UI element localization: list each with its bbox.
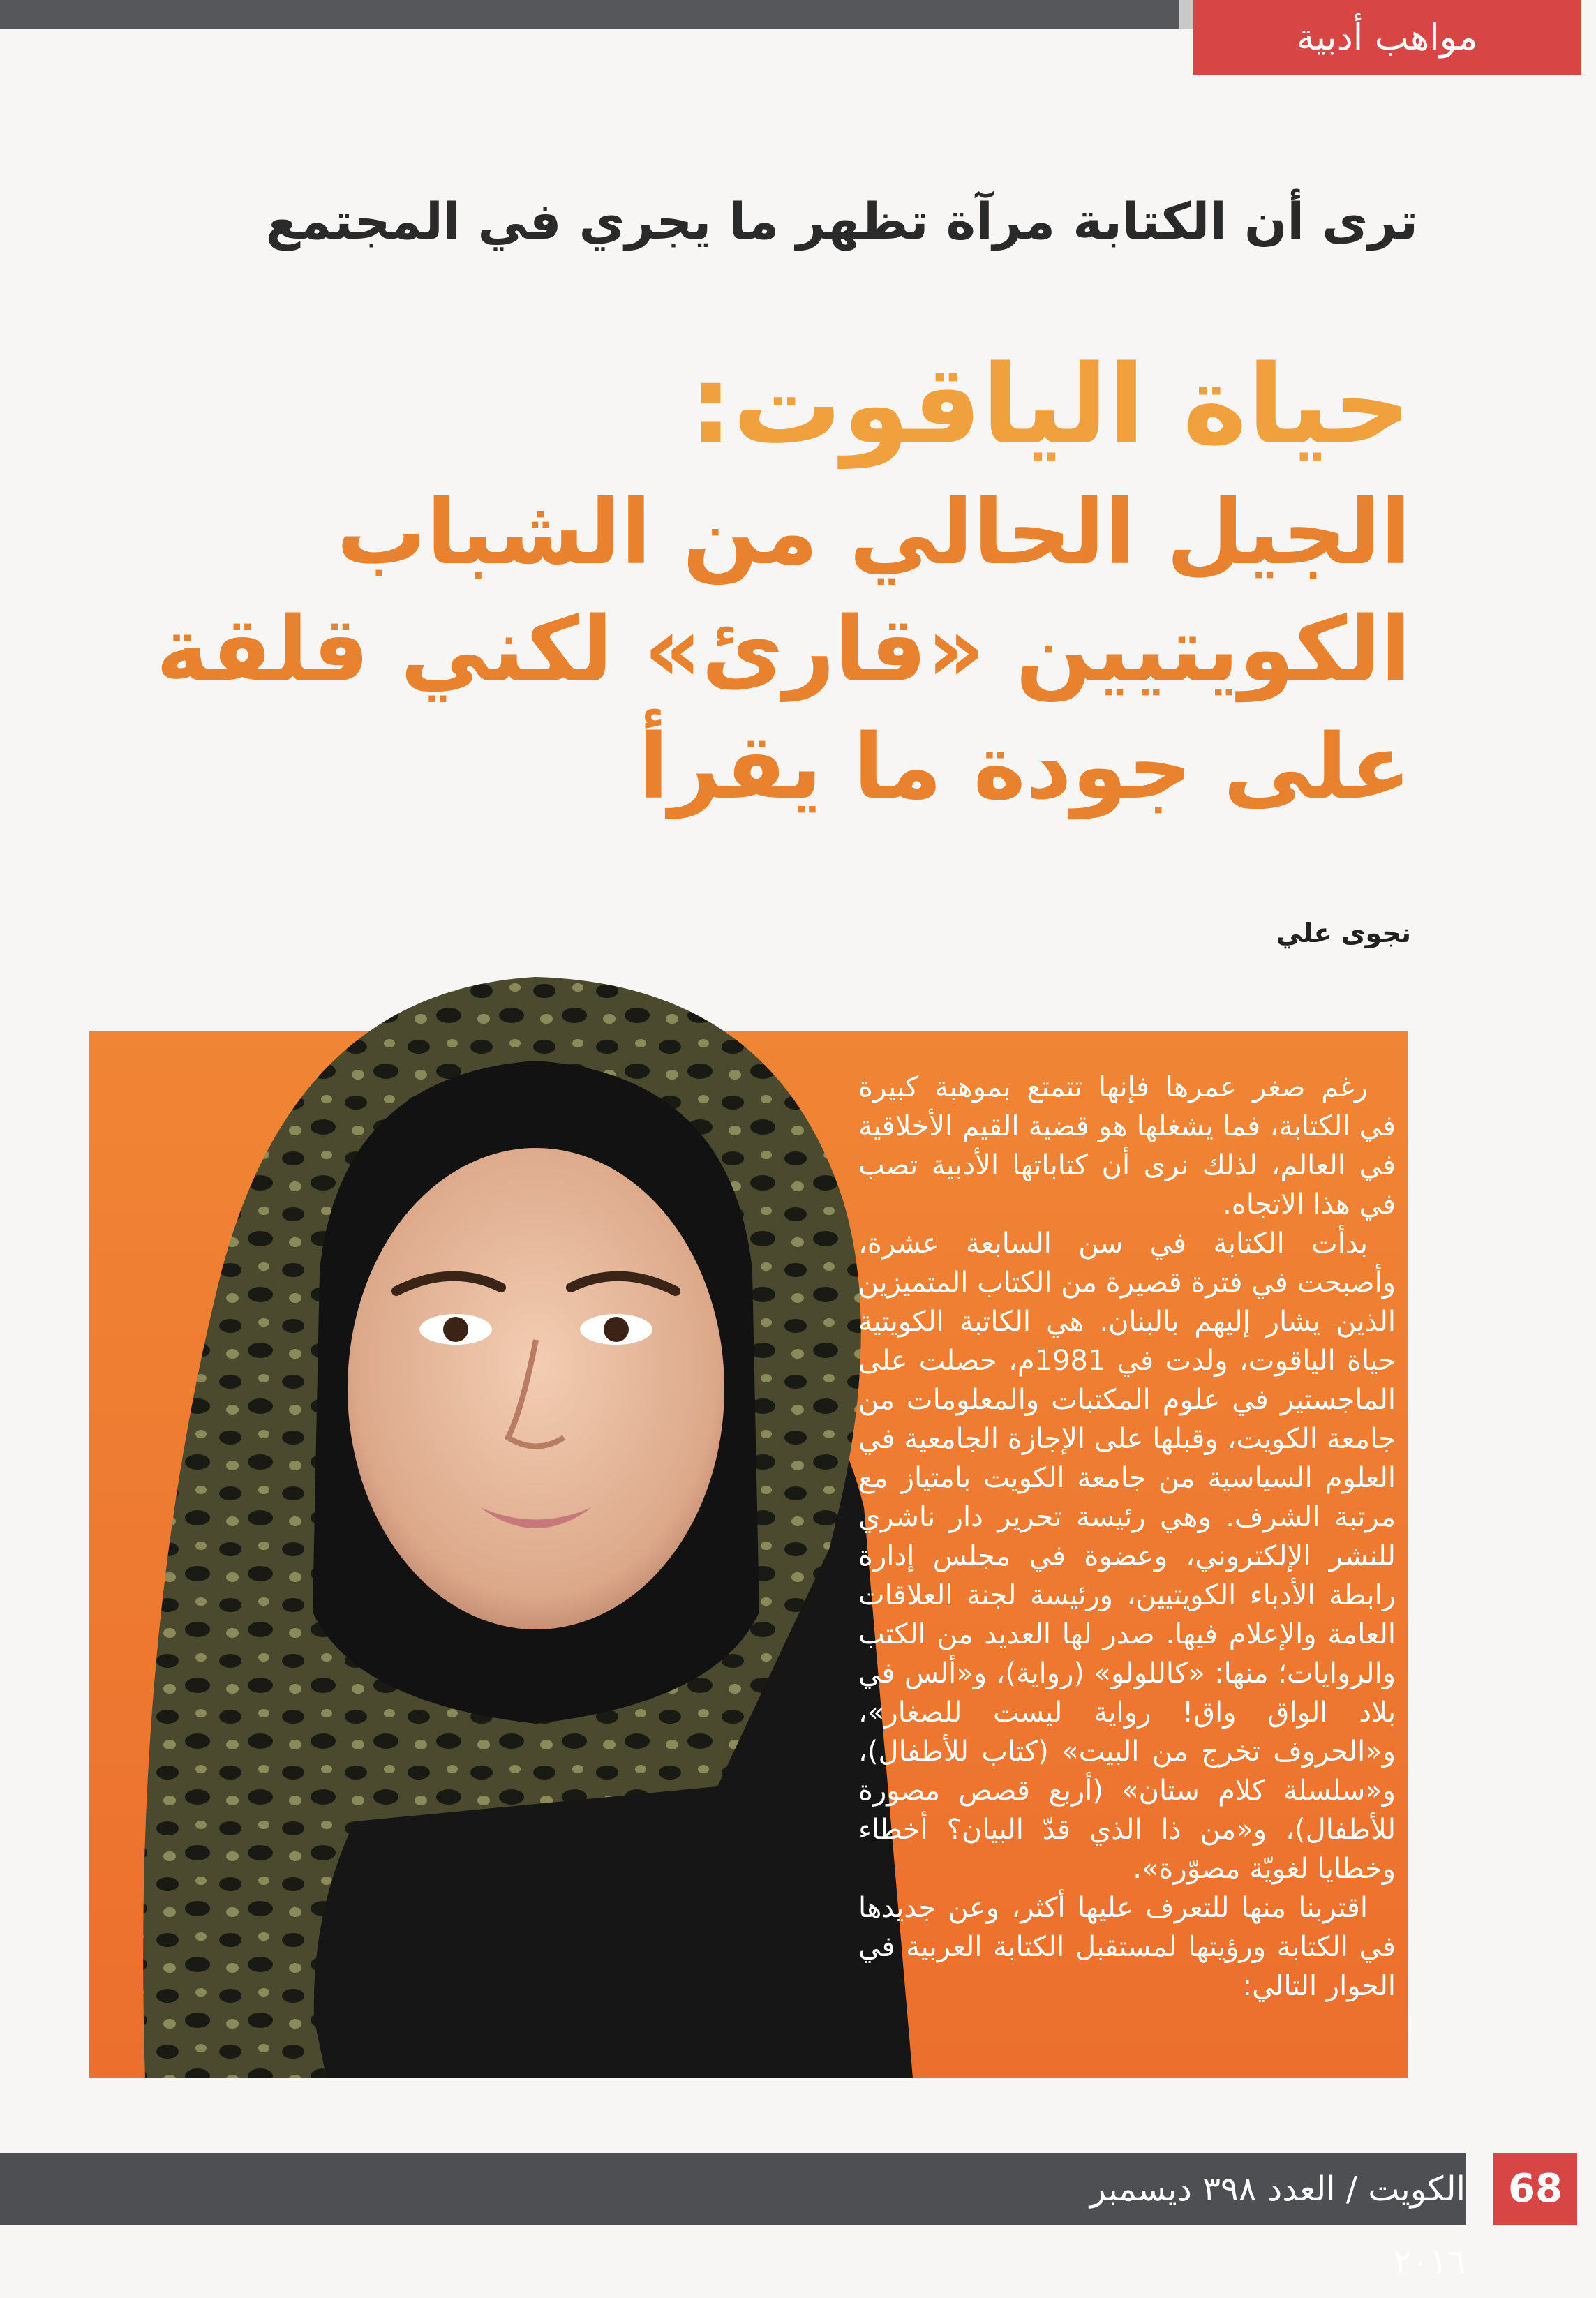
face <box>348 1148 724 1629</box>
page-number: 68 <box>1493 2153 1577 2225</box>
portrait-photo <box>89 809 955 2078</box>
headline-line-1: الجيل الحالي من الشباب <box>336 481 1411 585</box>
section-label: مواهب أدبية <box>1193 0 1581 75</box>
headline-line-3: على جودة ما يقرأ <box>638 715 1411 819</box>
headline-line-2: الكويتيين «قارئ» لكني قلقة <box>156 598 1411 702</box>
intro-paragraph: رغم صغر عمرها فإنها تتمتع بموهبة كبيرة في الكتابة، فما يشغلها هو قضية القيم الأخلاقية في العالم، لذلك نرى أن كتاباتها الأدبية تصب في هذا الاتجاه. <box>858 1071 1396 1221</box>
top-bar <box>0 0 1179 29</box>
intro-paragraph: اقتربنا منها للتعرف عليها أكثر، وعن جديدها في الكتابة ورؤيتها لمستقبل الكتابة العربية في الحوار التالي: <box>858 1892 1396 2002</box>
intro-paragraph: بدأت الكتابة في سن السابعة عشرة، وأصبحت في فترة قصيرة من الكتاب المتميزين الذين يشار إليهم بالبنان. هي الكاتبة الكويتية حياة الياقوت، ولدت في 1981م، حصلت على الماجستير في علوم المكتبات والمعلومات من جامعة الكويت، وقبلها على الإجازة الجامعية في العلوم السياسية من جامعة الكويت بامتياز مع مرتبة الشرف. وهي رئيسة تحرير دار ناشري للنشر الإلكتروني، وعضوة في مجلس إدارة رابطة الأدباء الكويتيين، ورئيسة لجنة العلاقات العامة والإعلام فيها. صدر لها العديد من الكتب والروايات؛ منها: «كاللولو» (رواية)، و«ألس في بلاد الواق واق! رواية ليست للصغار»، و«الحروف تخرج من البيت» (كتاب للأطفال)، و«سلسلة كلام ستان» (أربع قصص مصورة للأطفال)، و«من ذا الذي قدّ البيان؟ أخطاء وخطايا لغويّة مصوّرة». <box>858 1228 1396 1885</box>
article-kicker: ترى أن الكتابة مرآة تظهر ما يجري في المجتمع <box>265 192 1418 251</box>
headline-name: حياة الياقوت: <box>689 341 1411 468</box>
author-byline: نجوى علي <box>1276 918 1411 948</box>
intro-text <box>858 1068 1396 2006</box>
issue-info: الكويت / العدد ٣٩٨ ديسمبر ٢٠١٦ <box>1089 2170 1466 2281</box>
article-headline <box>50 335 1411 826</box>
